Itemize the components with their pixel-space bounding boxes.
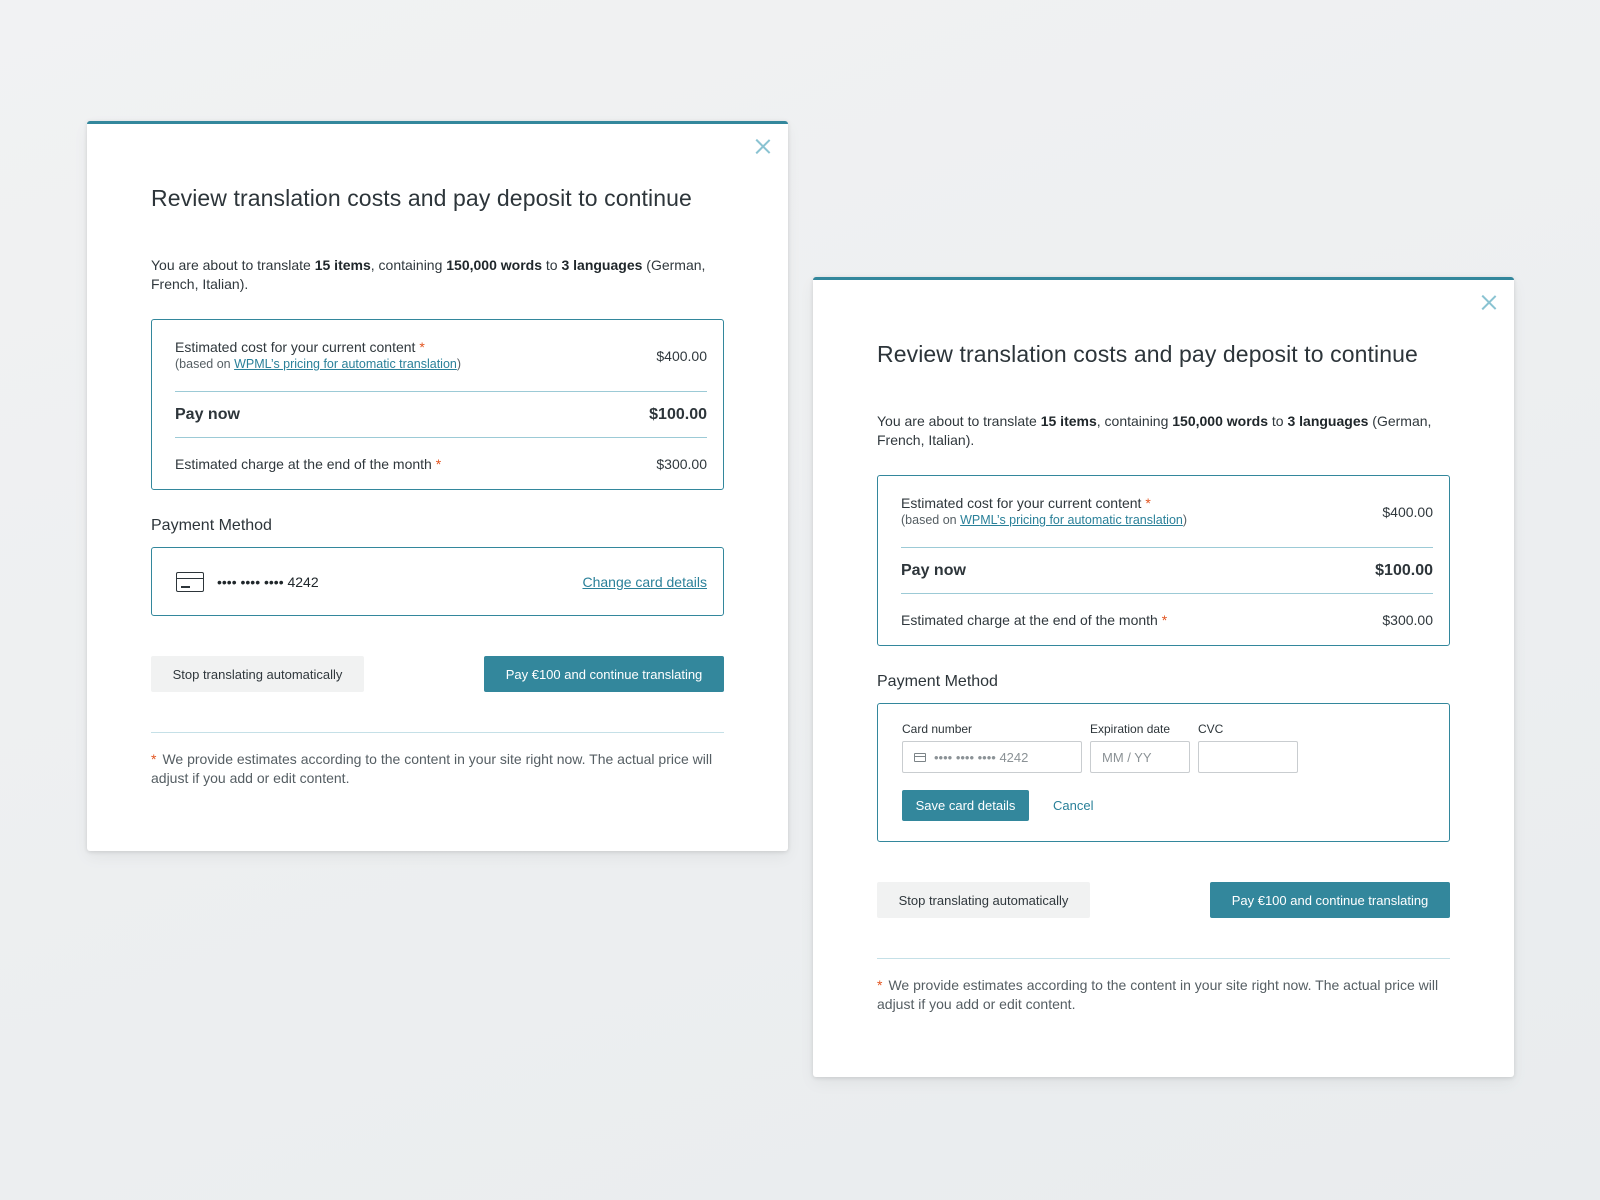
month-end-charge-amount: $300.00 [656,455,707,472]
card-number-field-group [902,722,1082,773]
cvc-label: CVC [1198,722,1224,736]
stop-translating-button[interactable]: Stop translating automatically [151,656,364,692]
estimated-cost-label: Estimated cost for your current content [175,339,416,355]
required-asterisk: * [1161,611,1168,628]
intro-text: You are about to translate 15 items, containing 150,000 words to 3 languages (German, French, Italian). [151,257,706,292]
payment-method-title: Payment Method [151,517,272,534]
cost-summary [877,475,1450,646]
languages-count: 3 languages [1287,413,1369,429]
month-end-charge-row [175,438,707,489]
card-details-form [877,703,1450,842]
words-count: 150,000 words [446,257,542,273]
credit-card-icon [176,572,204,592]
footnote [877,958,1450,1014]
close-icon[interactable] [1480,294,1498,312]
words-count: 150,000 words [1172,413,1268,429]
month-end-charge-label: Estimated charge at the end of the month [901,611,1158,628]
modal-title: Review translation costs and pay deposit to continue [877,341,1418,367]
modal-title: Review translation costs and pay deposit to continue [151,185,692,211]
cost-summary [151,319,724,490]
required-asterisk: * [151,751,157,767]
pay-now-row [175,392,707,438]
change-card-details-link[interactable]: Change card details [582,573,707,590]
estimated-cost-amount: $400.00 [1382,503,1433,520]
estimated-cost-row: Estimated cost for your current content * (based on WPML’s pricing for automatic translation) $400.00 [175,320,707,392]
stop-translating-button[interactable]: Stop translating automatically [877,882,1090,918]
month-end-charge-label: Estimated charge at the end of the month [175,455,432,472]
pay-now-label: Pay now [901,561,966,579]
expiration-label: Expiration date [1090,722,1171,736]
card-number-input[interactable] [934,750,1070,765]
cvc-field-group [1198,722,1298,773]
estimated-cost-row: Estimated cost for your current content * (based on WPML’s pricing for automatic translation) $400.00 [901,476,1433,548]
credit-card-icon [914,753,926,762]
required-asterisk: * [1145,495,1151,511]
saved-card [151,547,724,616]
pricing-link[interactable]: WPML’s pricing for automatic translation [234,357,457,371]
pay-now-label: Pay now [175,405,240,423]
payment-method-title: Payment Method [877,673,998,690]
expiration-field-group [1090,722,1190,773]
items-count: 15 items [314,257,371,273]
pay-and-continue-button[interactable]: Pay €100 and continue translating [484,656,724,692]
pricing-link[interactable]: WPML’s pricing for automatic translation [960,513,1183,527]
card-number-label: Card number [902,722,973,736]
required-asterisk: * [419,339,425,355]
deposit-modal-edit-card [813,277,1514,1077]
cancel-link[interactable]: Cancel [1053,798,1094,813]
estimated-cost-label: Estimated cost for your current content [901,495,1142,511]
deposit-modal-saved-card [87,121,788,851]
cvc-input[interactable] [1210,750,1286,765]
pay-now-amount: $100.00 [649,405,707,423]
required-asterisk: * [877,977,883,993]
required-asterisk: * [435,455,442,472]
items-count: 15 items [1040,413,1097,429]
footnote-text: We provide estimates according to the content in your site right now. The actual price will adjust if you add or edit content. [877,977,1439,1012]
month-end-charge-amount: $300.00 [1382,611,1433,628]
close-icon[interactable] [754,138,772,156]
languages-count: 3 languages [561,257,643,273]
pay-and-continue-button[interactable]: Pay €100 and continue translating [1210,882,1450,918]
footnote [151,732,724,788]
expiration-input[interactable] [1102,750,1178,765]
footnote-text: We provide estimates according to the content in your site right now. The actual price will adjust if you add or edit content. [151,751,713,786]
pay-now-amount: $100.00 [1375,561,1433,579]
intro-text: You are about to translate 15 items, containing 150,000 words to 3 languages (German, French, Italian). [877,413,1432,448]
estimated-cost-amount: $400.00 [656,347,707,364]
masked-card-number: •••• •••• •••• 4242 [217,573,319,590]
save-card-details-button[interactable]: Save card details [902,790,1029,821]
pay-now-row [901,548,1433,594]
month-end-charge-row [901,594,1433,645]
